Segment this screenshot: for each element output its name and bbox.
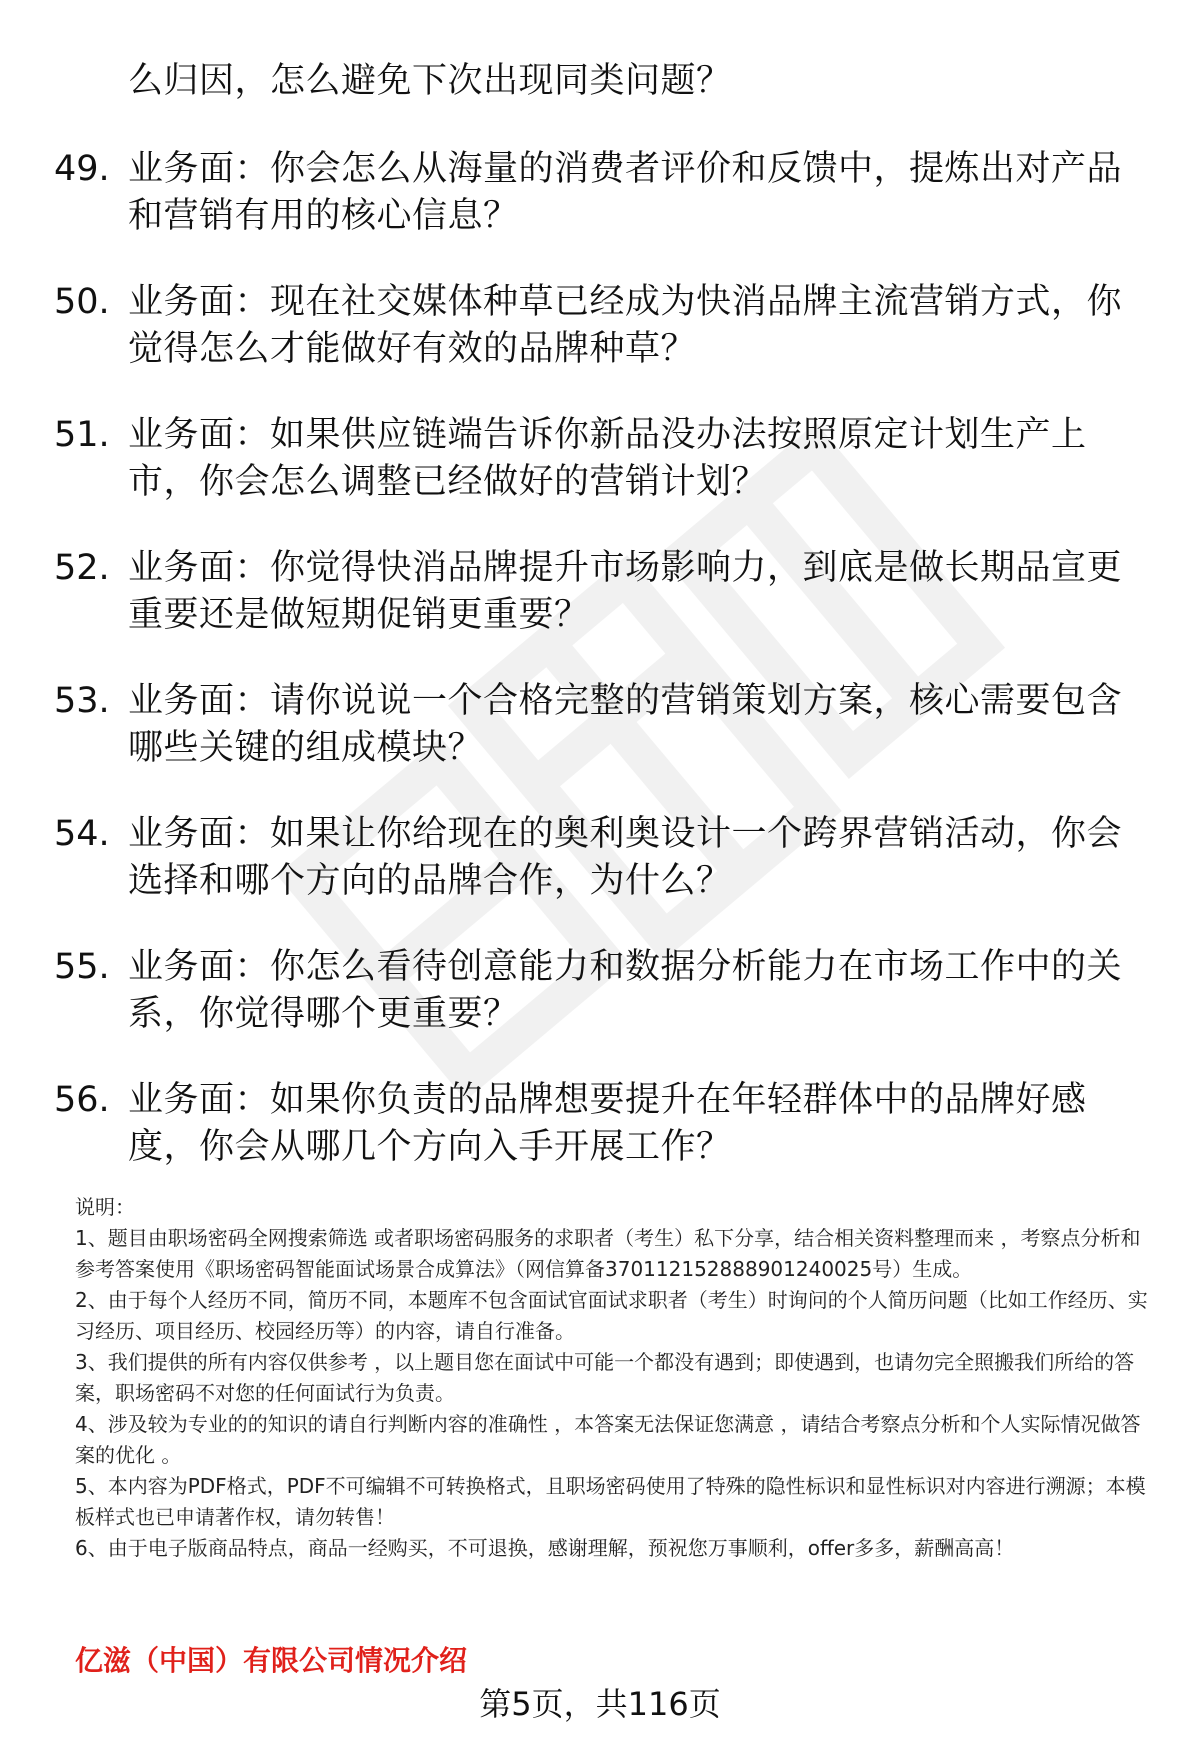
notes-section <box>75 1192 1155 1564</box>
question-continuation-text: 么归因，怎么避免下次出现同类问题？ <box>128 61 732 101</box>
question-number: 52. <box>54 548 110 588</box>
list-item <box>0 279 1200 412</box>
question-text: 业务面：请你说说一个合格完整的营销策划方案，核心需要包含哪些关键的组成模块？ <box>128 681 1123 768</box>
list-item <box>0 944 1200 1077</box>
question-text: 业务面：你怎么看待创意能力和数据分析能力在市场工作中的关系，你觉得哪个更重要？ <box>128 947 1123 1034</box>
note-item: 2、由于每个人经历不同，简历不同，本题库不包含面试官面试求职者（考生）时询问的个人简历问题（比如工作经历、实习经历、项目经历、校园经历等）的内容，请自行准备。 <box>75 1288 1148 1343</box>
question-text: 业务面：现在社交媒体种草已经成为快消品牌主流营销方式，你觉得怎么才能做好有效的品牌种草？ <box>128 282 1123 369</box>
list-item <box>0 146 1200 279</box>
question-number: 49. <box>54 149 110 189</box>
question-list <box>0 146 1200 1210</box>
question-text: 业务面：你会怎么从海量的消费者评价和反馈中，提炼出对产品和营销有用的核心信息？ <box>128 149 1123 236</box>
list-item <box>0 811 1200 944</box>
question-text: 业务面：如果让你给现在的奥利奥设计一个跨界营销活动，你会选择和哪个方向的品牌合作，为什么？ <box>128 814 1123 901</box>
notes-heading: 说明： <box>75 1195 135 1219</box>
question-number: 51. <box>54 415 110 455</box>
question-number: 54. <box>54 814 110 854</box>
note-item: 3、我们提供的所有内容仅供参考 ，以上题目您在面试中可能一个都没有遇到；即使遇到，也请勿完全照搬我们所给的答案，职场密码不对您的任何面试行为负责。 <box>75 1350 1135 1405</box>
list-item <box>0 1077 1200 1210</box>
note-item: 1、题目由职场密码全网搜索筛选 或者职场密码服务的求职者（考生）私下分享，结合相关资料整理而来 ，考察点分析和参考答案使用《职场密码智能面试场景合成算法》（网信算备370112152888901240025号）生成。 <box>75 1226 1141 1281</box>
page-number: 第5页，共116页 <box>479 1685 721 1723</box>
list-item <box>0 545 1200 678</box>
list-item <box>0 412 1200 545</box>
note-item: 6、由于电子版商品特点，商品一经购买，不可退换，感谢理解，预祝您万事顺利，offer多多，薪酬高高！ <box>75 1536 1015 1560</box>
question-text: 业务面：如果你负责的品牌想要提升在年轻群体中的品牌好感度，你会从哪几个方向入手开展工作？ <box>128 1080 1087 1167</box>
question-number: 53. <box>54 681 110 721</box>
question-number: 55. <box>54 947 110 987</box>
question-number: 56. <box>54 1080 110 1120</box>
question-number: 50. <box>54 282 110 322</box>
list-item <box>0 678 1200 811</box>
note-item: 4、涉及较为专业的的知识的请自行判断内容的准确性 ，本答案无法保证您满意 ，请结合考察点分析和个人实际情况做答案的优化 。 <box>75 1412 1141 1467</box>
note-item: 5、本内容为PDF格式，PDF不可编辑不可转换格式，且职场密码使用了特殊的隐性标识和显性标识对内容进行溯源；本模板样式也已申请著作权，请勿转售！ <box>75 1474 1146 1529</box>
question-text: 业务面：如果供应链端告诉你新品没办法按照原定计划生产上市，你会怎么调整已经做好的营销计划？ <box>128 415 1087 502</box>
question-text: 业务面：你觉得快消品牌提升市场影响力，到底是做长期品宣更重要还是做短期促销更重要？ <box>128 548 1123 635</box>
company-section-title: 亿滋（中国）有限公司情况介绍 <box>75 1644 468 1677</box>
